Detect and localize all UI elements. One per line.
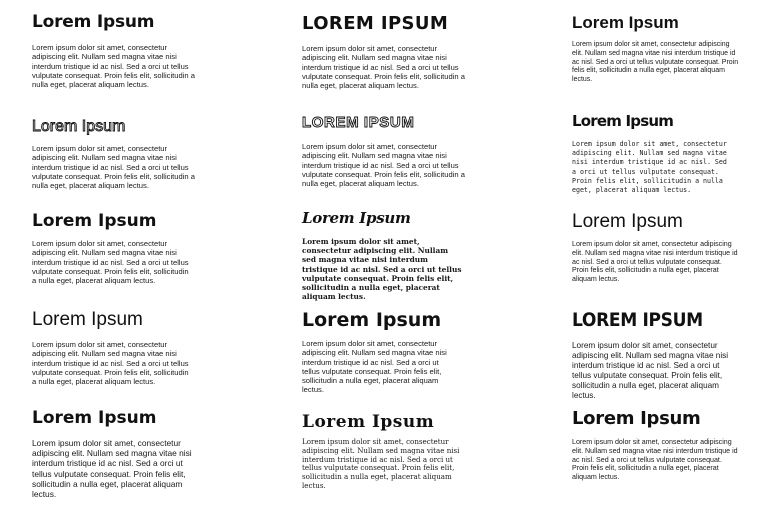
specimen-title: Lorem Ipsum xyxy=(302,412,435,432)
specimen-block xyxy=(302,115,470,188)
specimen-block xyxy=(32,310,192,386)
specimen-body: Lorem ipsum dolor sit amet, consectetur adipiscing elit. Nullam sed magna vitae nisi interdum tristique id ac nisl. Sed a orci ut tellus vulputate consequat. Proin felis elit, sollicitudin a nulla eget, placerat aliquam lectus. xyxy=(572,41,739,84)
specimen-block xyxy=(572,114,734,195)
specimen-body: Lorem ipsum dolor sit amet, consectetur adipiscing elit. Nullam sed magna vitae nisi interdum tristique id ac nisl. Sed a orci ut tellus vulputate consequat. Proin felis elit, sollicitudin a nulla eget, placerat aliquam lectus. xyxy=(302,437,460,490)
specimen-body: Lorem ipsum dolor sit amet, consectetur adipiscing elit. Nullam sed magna vitae nisi interdum tristique id ac nisl. Sed a orci ut tellus vulputate consequat. Proin felis elit, sollicitudin a nulla eget, placerat aliquam lectus. xyxy=(572,140,727,195)
specimen-body: Lorem ipsum dolor sit amet, consectetur adipiscing elit. Nullam sed magna vitae nisi interdum tristique id ac nisl. Sed a orci ut tellus vulputate consequat. Proin felis elit, sollicitudin a nulla eget, placerat aliquam lectus. xyxy=(302,142,465,189)
specimen-block xyxy=(302,211,462,301)
specimen-title: Lorem Ipsum xyxy=(32,309,143,330)
specimen-body: Lorem ipsum dolor sit amet, consectetur adipiscing elit. Nullam sed magna vitae nisi interdum tristique id ac nisl. Sed a orci ut tellus vulputate consequat. Proin felis elit, sollicitudin a nulla eget, placerat aliquam lectus. xyxy=(302,237,462,302)
specimen-title: Lorem Ipsum xyxy=(572,211,683,232)
specimen-block xyxy=(302,15,472,90)
specimen-body: Lorem ipsum dolor sit amet, consectetur adipiscing elit. Nullam sed magna vitae nisi interdum tristique id ac nisl. Sed a orci ut tellus vulputate consequat. Proin felis elit, sollicitudin a nulla eget, placerat aliquam lectus. xyxy=(302,44,465,91)
specimen-block xyxy=(572,212,738,284)
specimen-title: LOREM IPSUM xyxy=(302,114,415,131)
specimen-body: Lorem ipsum dolor sit amet, consectetur adipiscing elit. Nullam sed magna vitae nisi interdum tristique id ac nisl. Sed a orci ut tellus vulputate consequat. Proin felis elit, sollicitudin a nulla eget, placerat aliquam lectus. xyxy=(572,240,738,284)
specimen-title: Lorem Ipsum xyxy=(572,112,674,130)
specimen-block xyxy=(32,119,200,190)
specimen-block xyxy=(572,14,740,85)
specimen-body: Lorem ipsum dolor sit amet, consectetur adipiscing elit. Nullam sed magna vitae nisi interdum tristique id ac nisl. Sed a orci ut tellus vulputate consequat. Proin felis elit, sollicitudin a nulla eget, placerat aliquam lectus. xyxy=(32,340,189,387)
specimen-body: Lorem ipsum dolor sit amet, consectetur adipiscing elit. Nullam sed magna vitae nisi interdum tristique id ac nisl. Sed a orci ut tellus vulputate consequat. Proin felis elit, sollicitudin a nulla eget, placerat aliquam lectus. xyxy=(572,341,729,400)
specimen-body: Lorem ipsum dolor sit amet, consectetur adipiscing elit. Nullam sed magna vitae nisi interdum tristique id ac nisl. Sed a orci ut tellus vulputate consequat. Proin felis elit, sollicitudin a nulla eget, placerat aliquam lectus. xyxy=(32,239,189,286)
specimen-body: Lorem ipsum dolor sit amet, consectetur adipiscing elit. Nullam sed magna vitae nisi interdum tristique id ac nisl. Sed a orci ut tellus vulputate consequat. Proin felis elit, sollicitudin a nulla eget, placerat aliquam lectus. xyxy=(572,438,738,482)
specimen-block xyxy=(572,410,738,482)
specimen-block xyxy=(302,414,470,491)
specimen-title: Lorem Ipsum xyxy=(302,209,411,227)
specimen-body: Lorem ipsum dolor sit amet, consectetur adipiscing elit. Nullam sed magna vitae nisi interdum tristique id ac nisl. Sed a orci ut tellus vulputate consequat. Proin felis elit, sollicitudin a nulla eget, placerat aliquam lectus. xyxy=(32,438,192,500)
specimen-title: LOREM IPSUM xyxy=(572,309,703,331)
specimen-block xyxy=(572,311,734,401)
specimen-body: Lorem ipsum dolor sit amet, consectetur adipiscing elit. Nullam sed magna vitae nisi interdum tristique id ac nisl. Sed a orci ut tellus vulputate consequat. Proin felis elit, sollicitudin a nulla eget, placerat aliquam lectus. xyxy=(32,144,195,191)
specimen-title: Lorem Ipsum xyxy=(32,408,157,428)
specimen-title: Lorem Ipsum xyxy=(32,211,157,231)
specimen-block xyxy=(32,410,192,499)
specimen-block xyxy=(32,213,190,285)
specimen-block xyxy=(302,311,450,395)
specimen-body: Lorem ipsum dolor sit amet, consectetur adipiscing elit. Nullam sed magna vitae nisi interdum tristique id ac nisl. Sed a orci ut tellus vulputate consequat. Proin felis elit, sollicitudin a nulla eget, placerat aliquam lectus. xyxy=(302,339,447,395)
specimen-title: Lorem Ipsum xyxy=(302,309,442,331)
specimen-title: LOREM IPSUM xyxy=(302,13,449,34)
specimen-title: Lorem Ipsum xyxy=(572,13,679,32)
specimen-title: Lorem Ipsum xyxy=(32,12,155,32)
specimen-title: Lorem Ipsum xyxy=(572,408,701,429)
specimen-block xyxy=(32,14,200,89)
specimen-title: Lorem Ipsum xyxy=(32,118,126,135)
specimen-body: Lorem ipsum dolor sit amet, consectetur adipiscing elit. Nullam sed magna vitae nisi interdum tristique id ac nisl. Sed a orci ut tellus vulputate consequat. Proin felis elit, sollicitudin a nulla eget, placerat aliquam lectus. xyxy=(32,43,195,90)
